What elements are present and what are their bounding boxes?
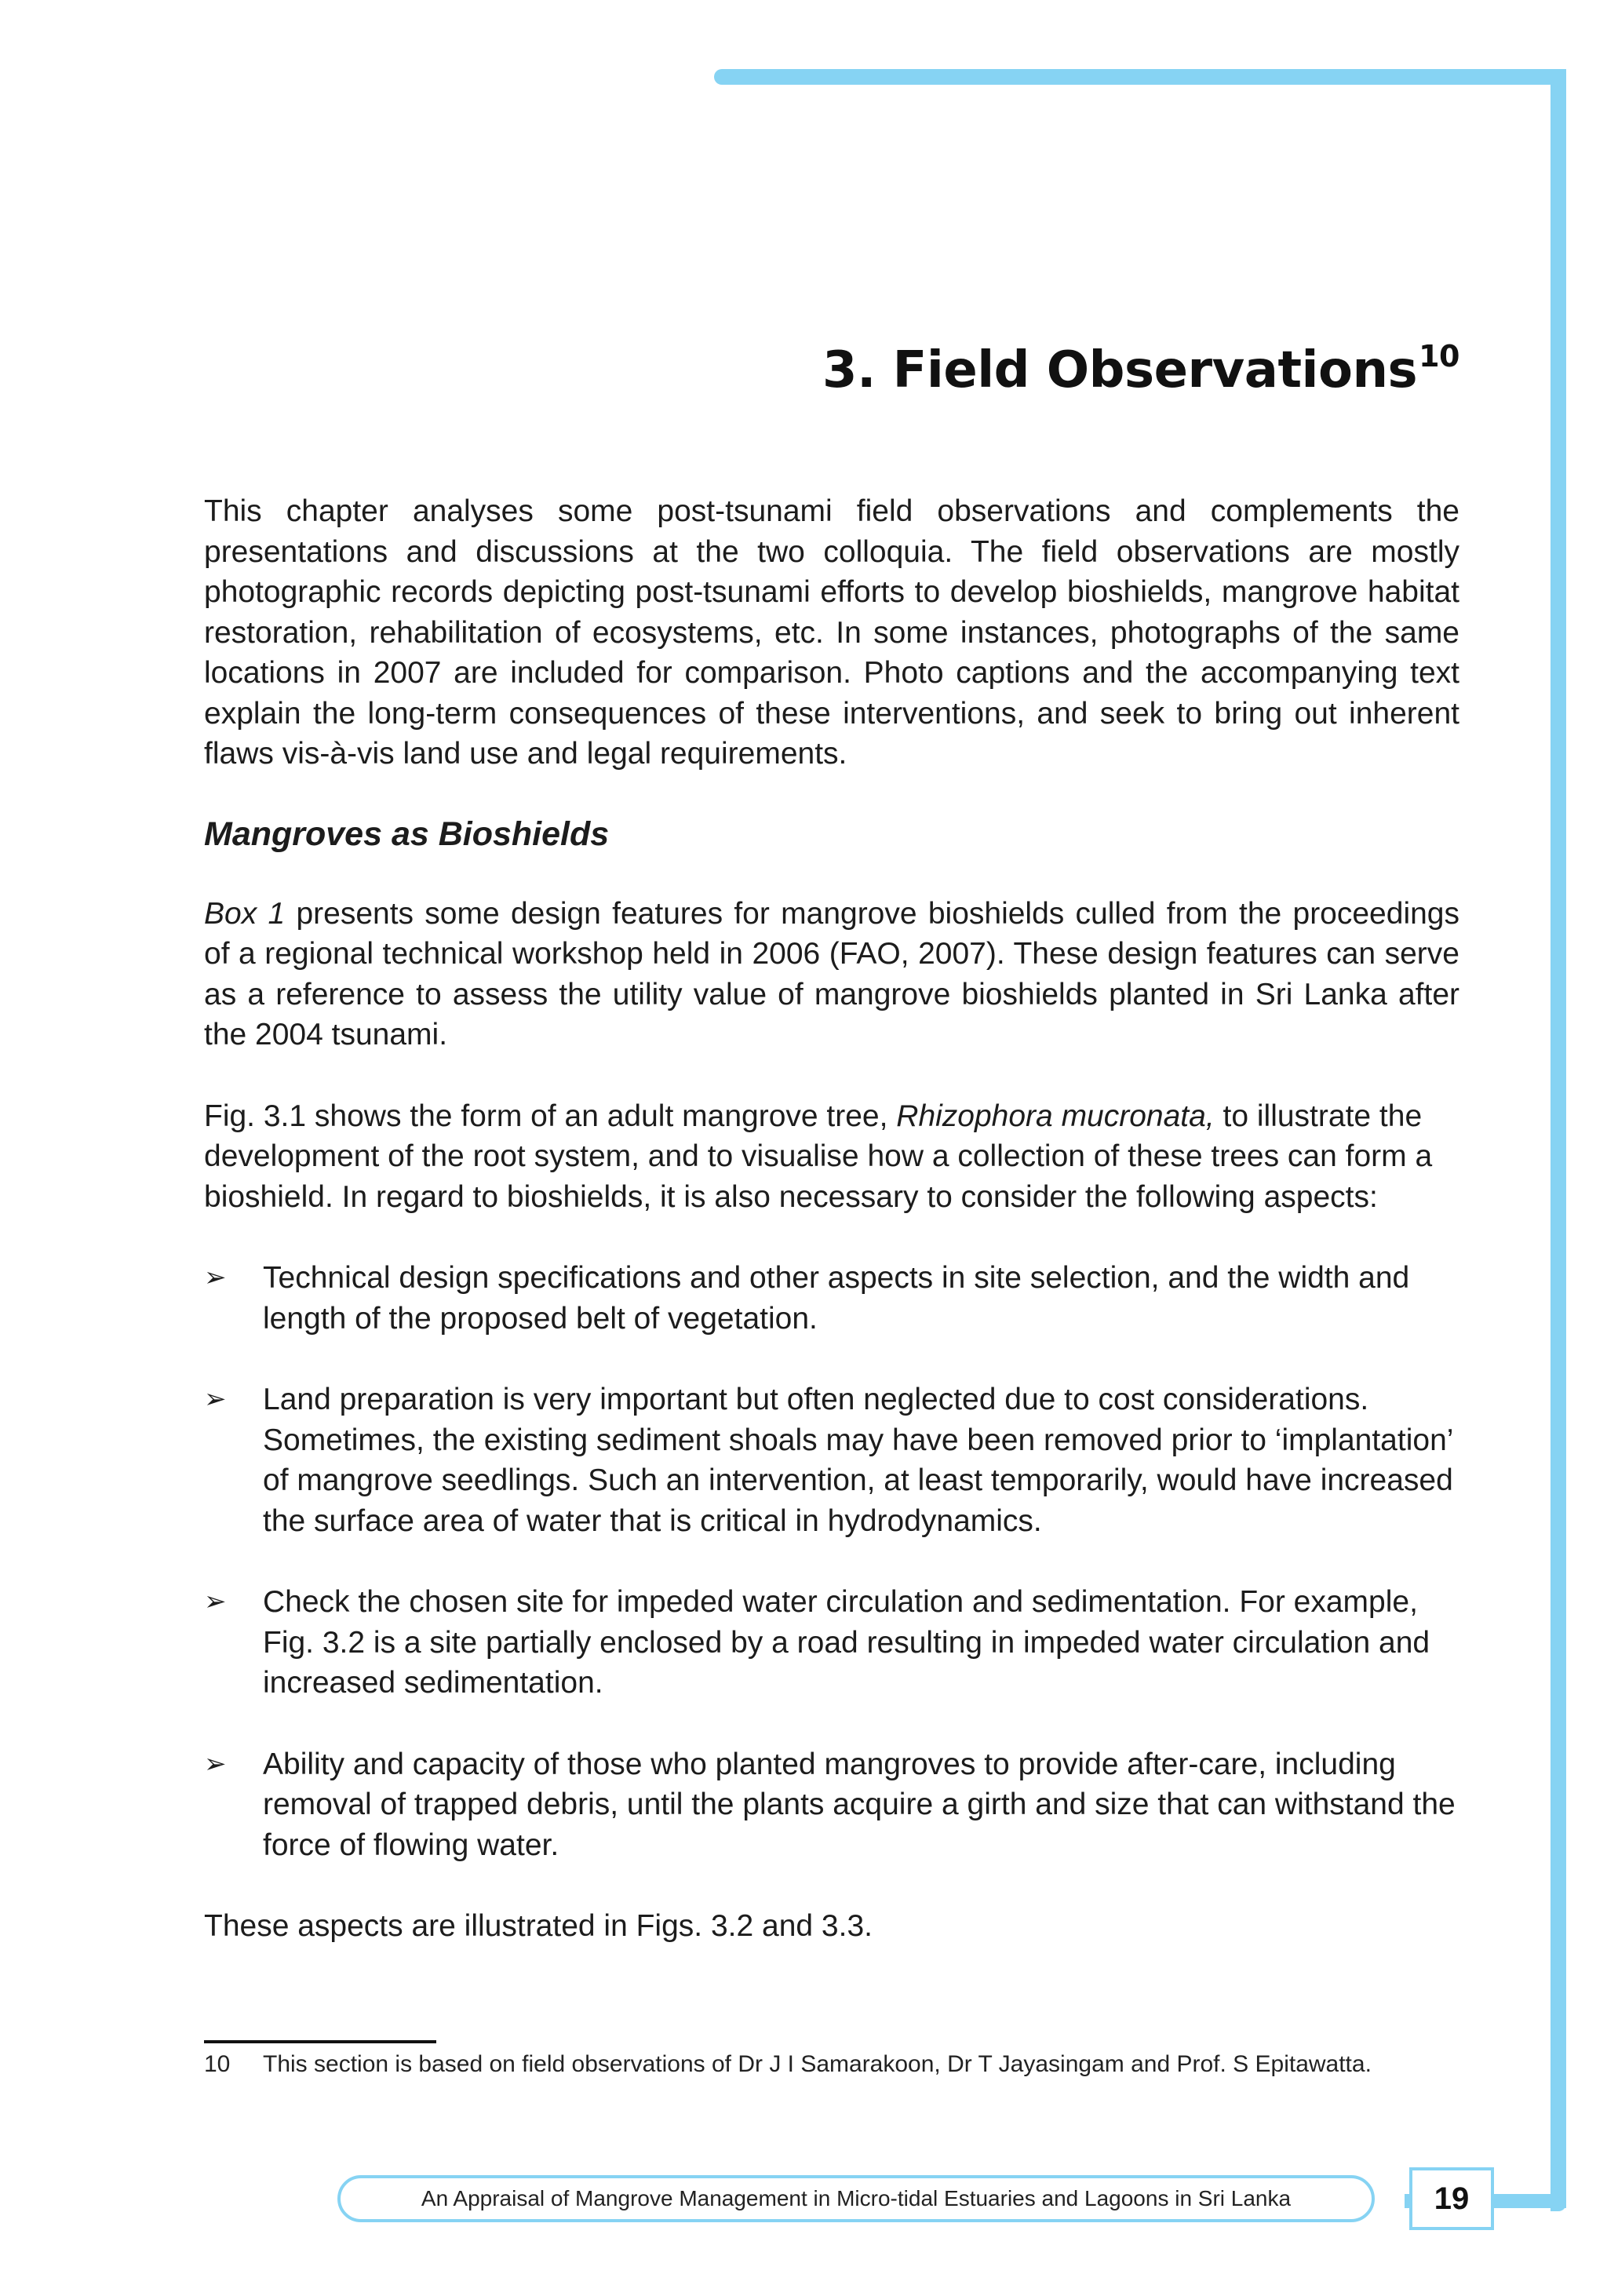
- chapter-body: [204, 491, 1459, 1947]
- footnote: [204, 2046, 1381, 2083]
- footnote-divider: [204, 2040, 436, 2043]
- bullet-item: [204, 1379, 1459, 1541]
- arrow-bullet-icon: ➢: [204, 1263, 227, 1292]
- figure-reference-text-before: Fig. 3.1 shows the form of an adult mangrove tree,: [204, 1099, 897, 1133]
- bullet-item-text: Check the chosen site for impeded water circulation and sedimentation. For example, Fig. 3.2 is a site partially enclosed by a road resulting in impeded water circulation and increased sedimentation.: [263, 1585, 1430, 1700]
- box-reference-label: Box 1: [204, 896, 286, 931]
- bullet-item-text: Land preparation is very important but often neglected due to cost considerations. Sometimes, the existing sediment shoals may have been removed prior to ‘implantation’ of mangrove seedlings. Such an intervention, at least temporarily, would have increased the surface area of water that is critical in hydrodynamics.: [263, 1383, 1453, 1538]
- closing-paragraph: These aspects are illustrated in Figs. 3.2 and 3.3.: [204, 1909, 873, 1943]
- figure-reference-text-after: to illustrate the development of the root system, and to visualise how a collection of these trees can form a bioshield. In regard to bioshields, it is also necessary to consider the following aspects:: [204, 1099, 1433, 1214]
- chapter-title-footnote-ref[interactable]: 10: [1419, 339, 1459, 374]
- bullet-item: [204, 1582, 1459, 1704]
- running-footer-title: An Appraisal of Mangrove Management in Micro-tidal Estuaries and Lagoons in Sri Lanka: [337, 2175, 1375, 2222]
- chapter-title-text: 3. Field Observations: [822, 341, 1418, 399]
- page-frame-top-border: [714, 69, 1566, 85]
- footnote-text: This section is based on field observations of Dr J I Samarakoon, Dr T Jayasingam and Prof. S Epitawatta.: [263, 2051, 1372, 2077]
- bullet-item-text: Technical design specifications and other aspects in site selection, and the width and length of the proposed belt of vegetation.: [263, 1261, 1410, 1336]
- aspects-bullet-list: [204, 1258, 1459, 1865]
- chapter-title: [822, 339, 1459, 399]
- bullet-item-text: Ability and capacity of those who planted mangroves to provide after-care, including removal of trapped debris, until the plants acquire a girth and size that can withstand the force of flowing water.: [263, 1747, 1456, 1862]
- arrow-bullet-icon: ➢: [204, 1587, 227, 1616]
- bullet-item: [204, 1258, 1459, 1339]
- species-name: Rhizophora mucronata,: [896, 1099, 1215, 1133]
- footnote-number: 10: [204, 2051, 231, 2077]
- box-reference-paragraph: [204, 894, 1459, 1055]
- page-frame-right-border: [1551, 69, 1566, 2211]
- section-heading: Mangroves as Bioshields: [204, 815, 610, 853]
- bullet-item: [204, 1744, 1459, 1866]
- intro-paragraph: This chapter analyses some post-tsunami field observations and complements the presentations and discussions at the two colloquia. The field observations are mostly photographic records depicting post-tsunami efforts to develop bioshields, mangrove habitat restoration, rehabilitation of ecosystems, etc. In some instances, photographs of the same locations in 2007 are included for comparison. Photo captions and the accompanying text explain the long-term consequences of these interventions, and seek to bring out inherent flaws vis-à-vis land use and legal requirements.: [204, 494, 1459, 771]
- box-reference-text: presents some design features for mangrove bioshields culled from the proceedings of a regional technical workshop held in 2006 (FAO, 2007). These design features can serve as a reference to assess the utility value of mangrove bioshields planted in Sri Lanka after the 2004 tsunami.: [204, 896, 1459, 1051]
- page-number: 19: [1409, 2167, 1494, 2230]
- figure-reference-paragraph: [204, 1096, 1459, 1218]
- arrow-bullet-icon: ➢: [204, 1384, 227, 1414]
- arrow-bullet-icon: ➢: [204, 1748, 227, 1779]
